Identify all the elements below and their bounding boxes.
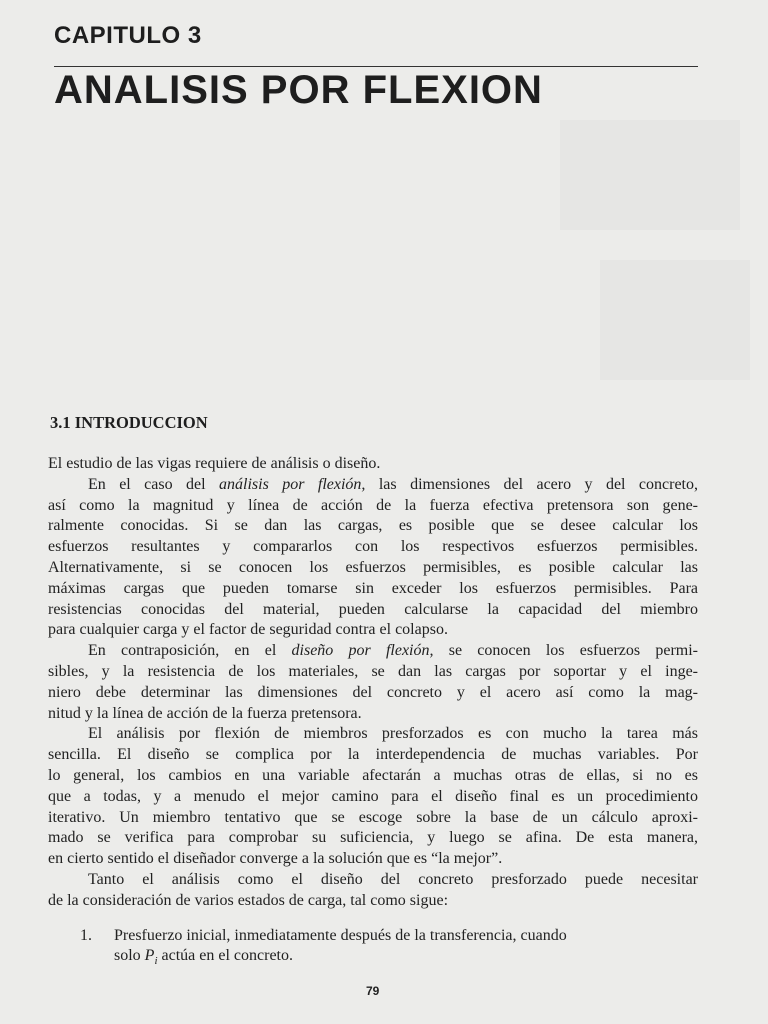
chapter-rule (54, 66, 698, 67)
text-line: sibles, y la resistencia de los materiales, se dan las cargas por soportar y el inge- (48, 662, 698, 680)
symbol-subscript: i (154, 955, 158, 968)
text-fragment: solo (114, 947, 145, 965)
text-line: El análisis por flexión de miembros presforzados es con mucho la tarea más (88, 725, 698, 743)
text-line: Tanto el análisis como el diseño del concreto presforzado puede necesitar (88, 870, 698, 888)
chapter-label: CAPITULO 3 (54, 22, 202, 49)
list-item-number: 1. (80, 926, 92, 944)
text-line: en cierto sentido el diseñador converge a la solución que es “la mejor”. (48, 850, 503, 868)
text-line: lo general, los cambios en una variable afectarán a muchas otras de ellas, si no es (48, 766, 698, 784)
text-line: resistencias conocidas del material, pueden calcularse la capacidad del miembro (48, 600, 698, 618)
text-line: En contraposición, en el diseño por flexión, se conocen los esfuerzos permi- (88, 642, 698, 660)
text-line: así como la magnitud y línea de acción de la fuerza efectiva pretensora son gene- (48, 496, 698, 514)
text-line: En el caso del análisis por flexión, las dimensiones del acero y del concreto, (88, 475, 699, 493)
chapter-title: ANALISIS POR FLEXION (54, 68, 543, 112)
list-item-text: Presfuerzo inicial, inmediatamente después de la transferencia, cuando (114, 926, 567, 944)
body-text (48, 454, 698, 972)
paragraph-complexity (48, 724, 698, 870)
text-line: esfuerzos resultantes y compararlos con los respectivos esfuerzos permisibles. (48, 538, 698, 556)
paragraph-design (48, 641, 698, 724)
text-line: nitud y la línea de acción de la fuerza pretensora. (48, 704, 362, 722)
text-line: mado se verifica para comprobar su suficiencia, y luego se afina. De esta manera, (48, 829, 698, 847)
text-line: que a todas, y a menudo el mejor camino para el diseño final es un procedimiento (48, 787, 698, 805)
list-item-continuation (48, 946, 698, 972)
paragraph-load-states (48, 870, 698, 912)
section-heading: 3.1 INTRODUCCION (50, 413, 208, 432)
symbol-p: P (144, 947, 155, 965)
text-line: iterativo. Un miembro tentativo que se escoge sobre la base de un cálculo aproxi- (48, 808, 698, 826)
bleed-through-shadow (560, 120, 740, 230)
text-fragment: actúa en el concreto. (157, 947, 293, 965)
paragraph-analysis (48, 475, 698, 641)
text-line: máximas cargas que pueden tomarse sin exceder los esfuerzos permisibles. Para (48, 579, 698, 597)
list-item (48, 926, 698, 947)
page-number: 79 (366, 984, 380, 998)
text-line: para cualquier carga y el factor de seguridad contra el colapso. (48, 621, 448, 639)
text-line: niero debe determinar las dimensiones del concreto y el acero así como la mag- (48, 683, 698, 701)
text-line: sencilla. El diseño se complica por la interdependencia de muchas variables. Por (48, 746, 698, 764)
text-line: ralmente conocidas. Si se dan las cargas, es posible que se desee calcular los (48, 517, 698, 535)
bleed-through-shadow (600, 260, 750, 380)
text-line: de la consideración de varios estados de carga, tal como sigue: (48, 891, 449, 909)
text-line: Alternativamente, si se conocen los esfuerzos permisibles, es posible calcular las (48, 558, 698, 576)
load-state-list (48, 926, 698, 973)
paragraph-intro: El estudio de las vigas requiere de análisis o diseño. (48, 455, 381, 472)
